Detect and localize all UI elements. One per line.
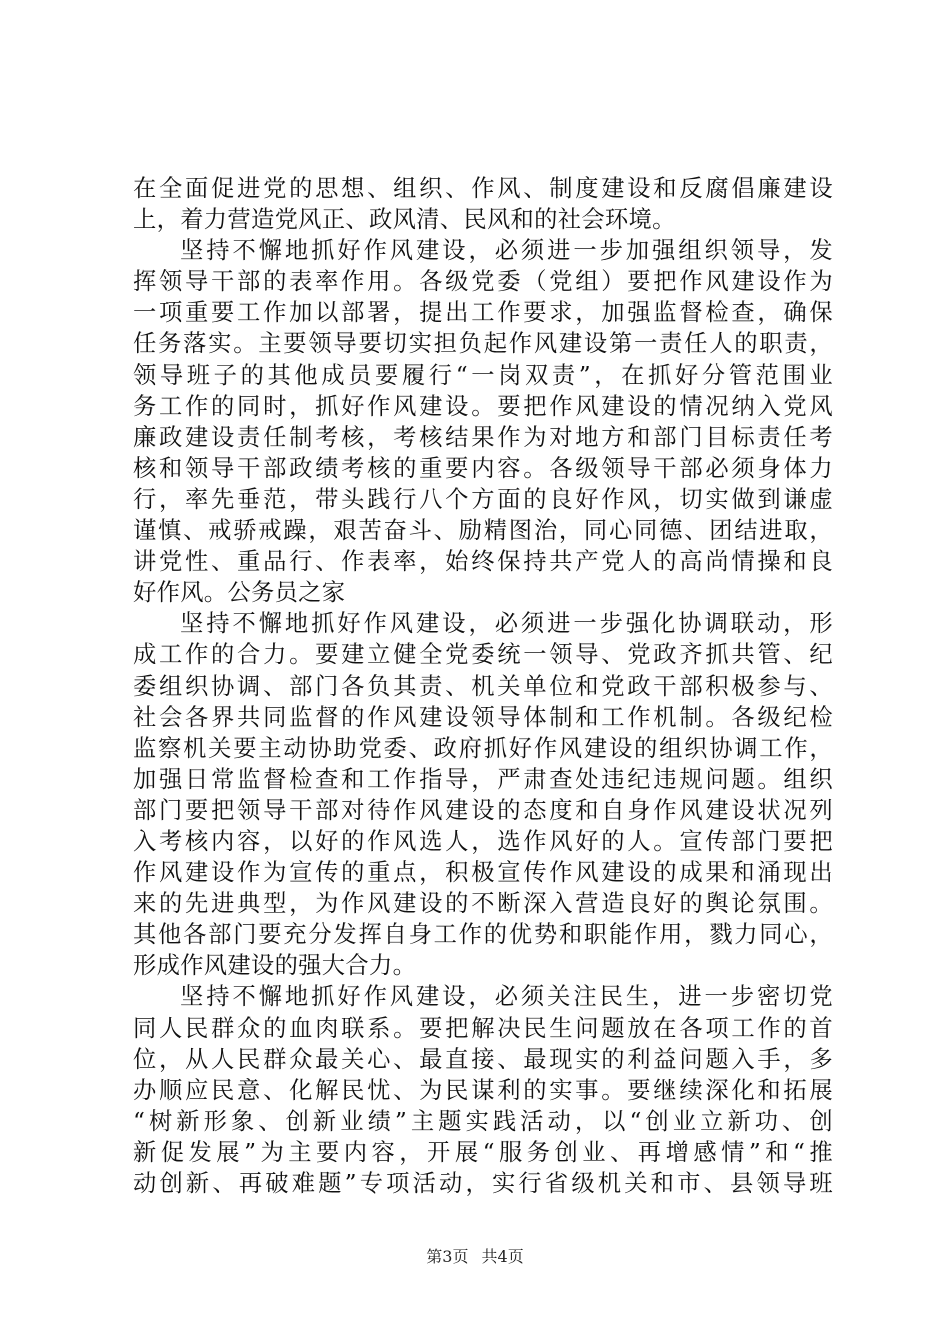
page-total: 共4页 bbox=[481, 1247, 524, 1266]
text-line: 监察机关要主动协助党委、政府抓好作风建设的组织协调工作， bbox=[133, 734, 833, 762]
text-line: 位，从人民群众最关心、最直接、最现实的利益问题入手，多 bbox=[133, 1045, 833, 1073]
text-line: “树新形象、创新业绩”主题实践活动，以“创业立新功、创 bbox=[133, 1107, 833, 1135]
text-line: 任务落实。主要领导要切实担负起作风建设第一责任人的职责， bbox=[133, 330, 833, 358]
page-footer bbox=[0, 1244, 950, 1267]
text-line: 社会各界共同监督的作风建设领导体制和工作机制。各级纪检 bbox=[133, 703, 833, 731]
document-body bbox=[133, 173, 833, 1199]
text-line: 部门要把领导干部对待作风建设的态度和自身作风建设状况列 bbox=[133, 796, 833, 824]
text-line: 领导班子的其他成员要履行“一岗双责”，在抓好分管范围业 bbox=[133, 361, 833, 389]
text-line: 同人民群众的血肉联系。要把解决民生问题放在各项工作的首 bbox=[133, 1014, 833, 1042]
page-number: 第3页 bbox=[426, 1247, 469, 1266]
text-line: 成工作的合力。要建立健全党委统一领导、党政齐抓共管、纪 bbox=[133, 641, 833, 669]
text-line: 动创新、再破难题”专项活动，实行省级机关和市、县领导班 bbox=[133, 1170, 833, 1197]
text-line: 坚持不懈地抓好作风建设，必须关注民生，进一步密切党 bbox=[180, 983, 833, 1011]
text-line: 委组织协调、部门各负其责、机关单位和党政干部积极参与、 bbox=[133, 672, 833, 700]
text-line: 加强日常监督检查和工作指导，严肃查处违纪违规问题。组织 bbox=[133, 765, 833, 793]
text-line: 谨慎、戒骄戒躁，艰苦奋斗、励精图治，同心同德、团结进取， bbox=[133, 517, 833, 545]
text-line: 坚持不懈地抓好作风建设，必须进一步加强组织领导，发 bbox=[180, 237, 833, 265]
text-line: 核和领导干部政绩考核的重要内容。各级领导干部必须身体力 bbox=[133, 454, 833, 482]
text-line: 坚持不懈地抓好作风建设，必须进一步强化协调联动，形 bbox=[180, 610, 833, 638]
text-line: 在全面促进党的思想、组织、作风、制度建设和反腐倡廉建设 bbox=[133, 175, 833, 202]
text-line: 其他各部门要充分发挥自身工作的优势和职能作用，戮力同心， bbox=[133, 921, 833, 949]
text-line: 一项重要工作加以部署，提出工作要求，加强监督检查，确保 bbox=[133, 299, 833, 327]
text-line: 作风建设作为宣传的重点，积极宣传作风建设的成果和涌现出 bbox=[133, 859, 833, 887]
text-line: 挥领导干部的表率作用。各级党委（党组）要把作风建设作为 bbox=[133, 268, 833, 296]
text-line: 形成作风建设的强大合力。 bbox=[133, 952, 417, 980]
text-line: 新促发展”为主要内容，开展“服务创业、再增感情”和“推 bbox=[133, 1138, 833, 1166]
text-line: 讲党性、重品行、作表率，始终保持共产党人的高尚情操和良 bbox=[133, 548, 833, 576]
text-line: 廉政建设责任制考核，考核结果作为对地方和部门目标责任考 bbox=[133, 423, 833, 451]
text-line: 行，率先垂范，带头践行八个方面的良好作风，切实做到谦虚 bbox=[133, 485, 833, 513]
text-line: 上，着力营造党风正、政风清、民风和的社会环境。 bbox=[133, 206, 676, 234]
text-line: 好作风。公务员之家 bbox=[133, 579, 346, 607]
text-line: 入考核内容，以好的作风选人，选作风好的人。宣传部门要把 bbox=[133, 827, 833, 855]
text-line: 务工作的同时，抓好作风建设。要把作风建设的情况纳入党风 bbox=[133, 392, 833, 420]
text-line: 办顺应民意、化解民忧、为民谋利的实事。要继续深化和拓展 bbox=[133, 1076, 833, 1104]
text-line: 来的先进典型，为作风建设的不断深入营造良好的舆论氛围。 bbox=[133, 890, 833, 918]
